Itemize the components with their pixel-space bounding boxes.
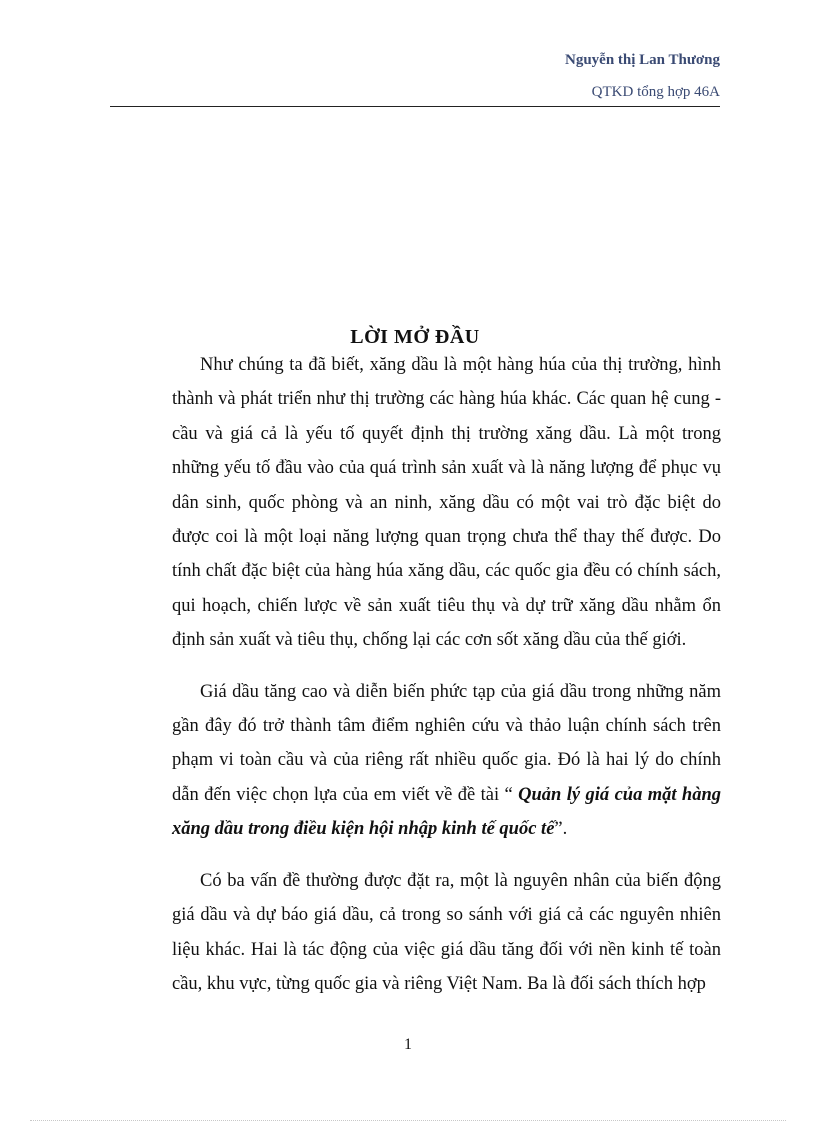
- header-class-name: QTKD tổng hợp 46A: [591, 84, 720, 100]
- page-number: 1: [404, 1036, 412, 1053]
- page-edge-divider: [30, 1120, 786, 1121]
- body-text: [172, 348, 721, 1001]
- paragraph-1: Như chúng ta đã biết, xăng dầu là một hàng húa của thị trường, hình thành và phát triển như thị trường các hàng húa khác. Các quan hệ cung - cầu và giá cả là yếu tố quyết định thị trường xăng dầu. Là một trong những yếu tố đầu vào của quá trình sản xuất và là năng lượng để phục vụ dân sinh, quốc phòng và an ninh, xăng dầu có một vai trò đặc biệt do được coi là một loại năng lượng quan trọng chưa thể thay thế được. Do tính chất đặc biệt của hàng húa xăng dầu, các quốc gia đều có chính sách, qui hoạch, chiến lược về sản xuất tiêu thụ và dự trữ xăng dầu nhằm ổn định sản xuất và tiêu thụ, chống lại các cơn sốt xăng dầu của thế giới.: [172, 355, 721, 651]
- paragraph-2-lead: Giá dầu tăng cao và diễn biến phức tạp của giá dầu trong những năm gần đây đó trở thành tâm điểm nghiên cứu và thảo luận chính sách trên phạm vi toàn cầu và của riêng rất nhiều quốc gia. Đó là hai lý do chính dẫn đến việc chọn lựa của em viết về đề tài “: [172, 681, 721, 805]
- paragraph-2-tail: ”.: [554, 819, 568, 840]
- page-title: LỜI MỞ ĐẦU: [350, 326, 480, 348]
- paragraph-2: [172, 675, 721, 847]
- thesis-topic: Quản lý giá của mặt hàng xăng dầu trong điều kiện hội nhập kinh tế quốc tế: [172, 784, 721, 840]
- paragraph-3: Có ba vấn đề thường được đặt ra, một là nguyên nhân của biến động giá dầu và dự báo giá dầu, cả trong so sánh với giá cả các nguyên nhiên liệu khác. Hai là tác động của việc giá dầu tăng đối với nền kinh tế toàn cầu, khu vực, từng quốc gia và riêng Việt Nam. Ba là đối sách thích hợp: [172, 870, 721, 994]
- header-author-name: Nguyễn thị Lan Thương: [564, 52, 720, 68]
- header-rule: [110, 106, 720, 107]
